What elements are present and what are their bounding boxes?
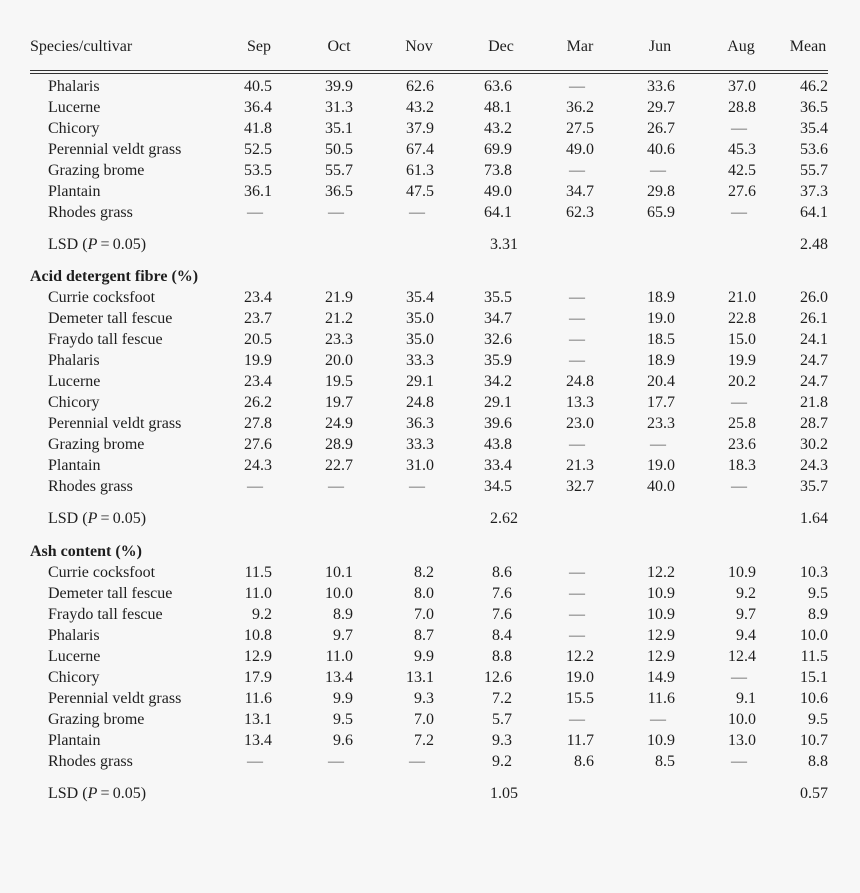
cell-mar: 21.3 bbox=[566, 457, 594, 474]
cell-empty: — bbox=[409, 478, 425, 495]
lsd-label-part: P bbox=[87, 510, 98, 527]
cell-mar: 49.0 bbox=[566, 141, 594, 158]
cell-nov: 7.0 bbox=[414, 711, 434, 728]
cell-jun: 12.9 bbox=[647, 648, 675, 665]
cell-mean: 15.1 bbox=[800, 669, 828, 686]
cell-mar: 13.3 bbox=[566, 394, 594, 411]
cell-nov: 8.7 bbox=[414, 627, 434, 644]
cell-empty: — bbox=[569, 627, 585, 644]
cell-sep: 40.5 bbox=[244, 78, 272, 95]
cell-aug: 9.4 bbox=[736, 627, 756, 644]
cell-oct: 24.9 bbox=[325, 415, 353, 432]
cell-dec: 8.6 bbox=[492, 564, 512, 581]
cell-mar: 12.2 bbox=[566, 648, 594, 665]
cell-jun: 17.7 bbox=[647, 394, 675, 411]
cell-nov: 67.4 bbox=[406, 141, 434, 158]
cell-aug: 21.0 bbox=[728, 289, 756, 306]
cell-jun: 10.9 bbox=[647, 585, 675, 602]
cell-empty: — bbox=[409, 204, 425, 221]
cell-jun: 19.0 bbox=[647, 310, 675, 327]
cell-nov: 47.5 bbox=[406, 183, 434, 200]
row-label: Phalaris bbox=[48, 78, 100, 95]
cell-mean: 11.5 bbox=[800, 648, 828, 665]
cell-empty: — bbox=[247, 478, 263, 495]
cell-mar: 27.5 bbox=[566, 120, 594, 137]
cell-oct: 21.9 bbox=[325, 289, 353, 306]
cell-jun: 26.7 bbox=[647, 120, 675, 137]
cell-mean: 10.0 bbox=[800, 627, 828, 644]
row-label: Perennial veldt grass bbox=[48, 415, 182, 432]
cell-empty: — bbox=[731, 120, 747, 137]
cell-mean: 37.3 bbox=[800, 183, 828, 200]
cell-sep: 19.9 bbox=[244, 352, 272, 369]
cell-nov: 8.0 bbox=[414, 585, 434, 602]
lsd-mean-value: 0.57 bbox=[800, 785, 828, 802]
lsd-label-part: LSD ( bbox=[48, 510, 88, 527]
cell-dec: 33.4 bbox=[484, 457, 512, 474]
cell-sep: 52.5 bbox=[244, 141, 272, 158]
cell-empty: — bbox=[569, 564, 585, 581]
lsd-dec-value: 1.05 bbox=[490, 785, 518, 802]
cell-mean: 28.7 bbox=[800, 415, 828, 432]
row-label: Fraydo tall fescue bbox=[48, 331, 163, 348]
cell-oct: 19.7 bbox=[325, 394, 353, 411]
row-label: Rhodes grass bbox=[48, 478, 133, 495]
cell-nov: 43.2 bbox=[406, 99, 434, 116]
cell-mar: 24.8 bbox=[566, 373, 594, 390]
cell-mar: 15.5 bbox=[566, 690, 594, 707]
cell-empty: — bbox=[409, 753, 425, 770]
cell-oct: 39.9 bbox=[325, 78, 353, 95]
cell-mar: 23.0 bbox=[566, 415, 594, 432]
cell-dec: 34.5 bbox=[484, 478, 512, 495]
row-label: Rhodes grass bbox=[48, 204, 133, 221]
column-header-aug: Aug bbox=[727, 38, 755, 55]
cell-aug: 9.1 bbox=[736, 690, 756, 707]
row-label: Plantain bbox=[48, 732, 101, 749]
column-header-mean: Mean bbox=[789, 38, 827, 55]
row-label: Lucerne bbox=[48, 648, 101, 665]
cell-sep: 24.3 bbox=[244, 457, 272, 474]
cell-aug: 45.3 bbox=[728, 141, 756, 158]
column-header-jun: Jun bbox=[648, 38, 672, 55]
cell-jun: 33.6 bbox=[647, 78, 675, 95]
cell-mean: 64.1 bbox=[800, 204, 828, 221]
header-divider bbox=[30, 73, 828, 74]
cell-empty: — bbox=[569, 436, 585, 453]
row-label: Grazing brome bbox=[48, 711, 145, 728]
cell-sep: 23.7 bbox=[244, 310, 272, 327]
row-label: Demeter tall fescue bbox=[48, 585, 173, 602]
cell-mean: 53.6 bbox=[800, 141, 828, 158]
column-header-nov: Nov bbox=[405, 38, 433, 55]
row-label: Chicory bbox=[48, 394, 100, 411]
cell-nov: 35.4 bbox=[406, 289, 434, 306]
cell-sep: 10.8 bbox=[244, 627, 272, 644]
lsd-label-part: P bbox=[87, 785, 98, 802]
row-label: Chicory bbox=[48, 669, 100, 686]
cell-dec: 69.9 bbox=[484, 141, 512, 158]
cell-mar: 19.0 bbox=[566, 669, 594, 686]
cell-oct: 9.5 bbox=[333, 711, 353, 728]
cell-nov: 24.8 bbox=[406, 394, 434, 411]
cell-nov: 61.3 bbox=[406, 162, 434, 179]
cell-mar: 32.7 bbox=[566, 478, 594, 495]
cell-jun: 10.9 bbox=[647, 732, 675, 749]
row-label: Fraydo tall fescue bbox=[48, 606, 163, 623]
cell-aug: 42.5 bbox=[728, 162, 756, 179]
cell-empty: — bbox=[569, 310, 585, 327]
cell-oct: 21.2 bbox=[325, 310, 353, 327]
cell-aug: 9.2 bbox=[736, 585, 756, 602]
cell-sep: 23.4 bbox=[244, 289, 272, 306]
cell-mean: 30.2 bbox=[800, 436, 828, 453]
cell-oct: 10.1 bbox=[325, 564, 353, 581]
cell-dec: 8.8 bbox=[492, 648, 512, 665]
cell-dec: 32.6 bbox=[484, 331, 512, 348]
row-label: Lucerne bbox=[48, 99, 101, 116]
cell-jun: 18.9 bbox=[647, 352, 675, 369]
cell-oct: 8.9 bbox=[333, 606, 353, 623]
section-title: Ash content (%) bbox=[30, 543, 142, 560]
cell-aug: 20.2 bbox=[728, 373, 756, 390]
cell-dec: 49.0 bbox=[484, 183, 512, 200]
lsd-label bbox=[48, 510, 146, 528]
cell-oct: 55.7 bbox=[325, 162, 353, 179]
cell-nov: 33.3 bbox=[406, 352, 434, 369]
cell-empty: — bbox=[569, 331, 585, 348]
cell-oct: 22.7 bbox=[325, 457, 353, 474]
row-label: Plantain bbox=[48, 457, 101, 474]
column-header-dec: Dec bbox=[488, 38, 514, 55]
row-label: Currie cocksfoot bbox=[48, 289, 156, 306]
cell-nov: 62.6 bbox=[406, 78, 434, 95]
cell-aug: 37.0 bbox=[728, 78, 756, 95]
cell-jun: 40.0 bbox=[647, 478, 675, 495]
lsd-label-part: P bbox=[87, 236, 98, 253]
cell-empty: — bbox=[731, 753, 747, 770]
cell-oct: 19.5 bbox=[325, 373, 353, 390]
cell-sep: 13.4 bbox=[244, 732, 272, 749]
cell-nov: 8.2 bbox=[414, 564, 434, 581]
cell-nov: 9.9 bbox=[414, 648, 434, 665]
cell-dec: 7.2 bbox=[492, 690, 512, 707]
cell-oct: 35.1 bbox=[325, 120, 353, 137]
cell-sep: 11.6 bbox=[244, 690, 272, 707]
cell-dec: 43.2 bbox=[484, 120, 512, 137]
cell-aug: 27.6 bbox=[728, 183, 756, 200]
row-label: Phalaris bbox=[48, 352, 100, 369]
cell-aug: 18.3 bbox=[728, 457, 756, 474]
cell-aug: 22.8 bbox=[728, 310, 756, 327]
cell-mar: 8.6 bbox=[574, 753, 594, 770]
cell-jun: 29.7 bbox=[647, 99, 675, 116]
cell-jun: 11.6 bbox=[647, 690, 675, 707]
column-header-mar: Mar bbox=[566, 38, 594, 55]
cell-mean: 55.7 bbox=[800, 162, 828, 179]
cell-aug: 19.9 bbox=[728, 352, 756, 369]
cell-dec: 7.6 bbox=[492, 585, 512, 602]
cell-sep: 11.0 bbox=[244, 585, 272, 602]
cell-oct: 50.5 bbox=[325, 141, 353, 158]
cell-empty: — bbox=[328, 478, 344, 495]
cell-empty: — bbox=[569, 711, 585, 728]
cell-empty: — bbox=[731, 394, 747, 411]
cell-jun: 23.3 bbox=[647, 415, 675, 432]
row-label: Grazing brome bbox=[48, 436, 145, 453]
cell-jun: 12.2 bbox=[647, 564, 675, 581]
cell-empty: — bbox=[569, 78, 585, 95]
lsd-dec-value: 3.31 bbox=[490, 236, 518, 253]
cell-empty: — bbox=[569, 162, 585, 179]
cell-sep: 27.8 bbox=[244, 415, 272, 432]
cell-jun: 65.9 bbox=[647, 204, 675, 221]
cell-mean: 24.1 bbox=[800, 331, 828, 348]
cell-empty: — bbox=[650, 436, 666, 453]
cell-nov: 37.9 bbox=[406, 120, 434, 137]
cell-mar: 11.7 bbox=[566, 732, 594, 749]
cell-empty: — bbox=[328, 204, 344, 221]
row-label: Grazing brome bbox=[48, 162, 145, 179]
column-header-sep: Sep bbox=[247, 38, 271, 55]
cell-jun: 14.9 bbox=[647, 669, 675, 686]
cell-jun: 18.9 bbox=[647, 289, 675, 306]
cell-empty: — bbox=[569, 289, 585, 306]
cell-sep: 13.1 bbox=[244, 711, 272, 728]
cell-oct: 9.6 bbox=[333, 732, 353, 749]
cell-sep: 36.4 bbox=[244, 99, 272, 116]
cell-nov: 35.0 bbox=[406, 310, 434, 327]
cell-mean: 26.0 bbox=[800, 289, 828, 306]
cell-mean: 35.4 bbox=[800, 120, 828, 137]
cell-dec: 5.7 bbox=[492, 711, 512, 728]
header-species-cultivar: Species/cultivar bbox=[30, 38, 133, 55]
cell-jun: 40.6 bbox=[647, 141, 675, 158]
cell-dec: 12.6 bbox=[484, 669, 512, 686]
cell-sep: 9.2 bbox=[252, 606, 272, 623]
cell-jun: 10.9 bbox=[647, 606, 675, 623]
cell-aug: 15.0 bbox=[728, 331, 756, 348]
cell-nov: 7.0 bbox=[414, 606, 434, 623]
cell-dec: 9.3 bbox=[492, 732, 512, 749]
cell-mar: 36.2 bbox=[566, 99, 594, 116]
cell-aug: 12.4 bbox=[728, 648, 756, 665]
lsd-label-part: LSD ( bbox=[48, 236, 88, 253]
cell-sep: 41.8 bbox=[244, 120, 272, 137]
lsd-mean-value: 2.48 bbox=[800, 236, 828, 253]
cell-dec: 29.1 bbox=[484, 394, 512, 411]
cell-mean: 9.5 bbox=[808, 711, 828, 728]
cell-empty: — bbox=[731, 478, 747, 495]
cell-sep: 23.4 bbox=[244, 373, 272, 390]
cell-empty: — bbox=[650, 162, 666, 179]
cell-empty: — bbox=[731, 204, 747, 221]
cell-oct: 11.0 bbox=[325, 648, 353, 665]
lsd-dec-value: 2.62 bbox=[490, 510, 518, 527]
cell-sep: 36.1 bbox=[244, 183, 272, 200]
cell-nov: 35.0 bbox=[406, 331, 434, 348]
row-label: Perennial veldt grass bbox=[48, 690, 182, 707]
cell-mean: 9.5 bbox=[808, 585, 828, 602]
lsd-label-part: = 0.05) bbox=[97, 236, 147, 253]
cell-mean: 10.7 bbox=[800, 732, 828, 749]
cell-nov: 36.3 bbox=[406, 415, 434, 432]
cell-aug: 28.8 bbox=[728, 99, 756, 116]
cell-oct: 36.5 bbox=[325, 183, 353, 200]
cell-empty: — bbox=[569, 352, 585, 369]
cell-mean: 36.5 bbox=[800, 99, 828, 116]
column-header-oct: Oct bbox=[327, 38, 351, 55]
cell-mean: 24.7 bbox=[800, 352, 828, 369]
cell-oct: 13.4 bbox=[325, 669, 353, 686]
section-title: Acid detergent fibre (%) bbox=[30, 268, 199, 285]
cell-jun: 19.0 bbox=[647, 457, 675, 474]
lsd-label-part: LSD ( bbox=[48, 785, 88, 802]
cell-sep: 20.5 bbox=[244, 331, 272, 348]
cell-dec: 35.5 bbox=[484, 289, 512, 306]
cell-nov: 9.3 bbox=[414, 690, 434, 707]
row-label: Chicory bbox=[48, 120, 100, 137]
cell-jun: 12.9 bbox=[647, 627, 675, 644]
lsd-label bbox=[48, 236, 146, 254]
lsd-label bbox=[48, 785, 146, 803]
cell-oct: 20.0 bbox=[325, 352, 353, 369]
cell-aug: 25.8 bbox=[728, 415, 756, 432]
row-label: Phalaris bbox=[48, 627, 100, 644]
cell-oct: 23.3 bbox=[325, 331, 353, 348]
cell-jun: 29.8 bbox=[647, 183, 675, 200]
row-label: Rhodes grass bbox=[48, 753, 133, 770]
cell-empty: — bbox=[247, 204, 263, 221]
cell-mean: 10.6 bbox=[800, 690, 828, 707]
cell-nov: 13.1 bbox=[406, 669, 434, 686]
cell-mar: 34.7 bbox=[566, 183, 594, 200]
cell-dec: 64.1 bbox=[484, 204, 512, 221]
cell-dec: 39.6 bbox=[484, 415, 512, 432]
cell-jun: 18.5 bbox=[647, 331, 675, 348]
cell-mean: 8.9 bbox=[808, 606, 828, 623]
cell-mean: 24.7 bbox=[800, 373, 828, 390]
cell-oct: 31.3 bbox=[325, 99, 353, 116]
cell-mean: 21.8 bbox=[800, 394, 828, 411]
cell-dec: 73.8 bbox=[484, 162, 512, 179]
cell-sep: 53.5 bbox=[244, 162, 272, 179]
cell-sep: 26.2 bbox=[244, 394, 272, 411]
cell-aug: 10.9 bbox=[728, 564, 756, 581]
cell-mean: 26.1 bbox=[800, 310, 828, 327]
row-label: Demeter tall fescue bbox=[48, 310, 173, 327]
cell-sep: 12.9 bbox=[244, 648, 272, 665]
cell-oct: 9.7 bbox=[333, 627, 353, 644]
cell-sep: 11.5 bbox=[244, 564, 272, 581]
cell-jun: 20.4 bbox=[647, 373, 675, 390]
cell-oct: 10.0 bbox=[325, 585, 353, 602]
row-label: Perennial veldt grass bbox=[48, 141, 182, 158]
cell-sep: 27.6 bbox=[244, 436, 272, 453]
row-label: Plantain bbox=[48, 183, 101, 200]
cell-dec: 8.4 bbox=[492, 627, 512, 644]
cell-empty: — bbox=[247, 753, 263, 770]
cell-dec: 7.6 bbox=[492, 606, 512, 623]
cell-aug: 23.6 bbox=[728, 436, 756, 453]
cell-dec: 34.2 bbox=[484, 373, 512, 390]
cell-mar: 62.3 bbox=[566, 204, 594, 221]
cell-mean: 8.8 bbox=[808, 753, 828, 770]
cell-jun: 8.5 bbox=[655, 753, 675, 770]
cell-empty: — bbox=[731, 669, 747, 686]
cell-dec: 9.2 bbox=[492, 753, 512, 770]
cell-dec: 48.1 bbox=[484, 99, 512, 116]
cell-nov: 29.1 bbox=[406, 373, 434, 390]
cell-aug: 10.0 bbox=[728, 711, 756, 728]
lsd-label-part: = 0.05) bbox=[97, 785, 147, 802]
cell-dec: 43.8 bbox=[484, 436, 512, 453]
cell-aug: 9.7 bbox=[736, 606, 756, 623]
lsd-label-part: = 0.05) bbox=[97, 510, 147, 527]
cell-dec: 63.6 bbox=[484, 78, 512, 95]
cell-dec: 34.7 bbox=[484, 310, 512, 327]
cell-sep: 17.9 bbox=[244, 669, 272, 686]
row-label: Lucerne bbox=[48, 373, 101, 390]
header-divider bbox=[30, 70, 828, 71]
lsd-mean-value: 1.64 bbox=[800, 510, 828, 527]
cell-mean: 35.7 bbox=[800, 478, 828, 495]
cell-aug: 13.0 bbox=[728, 732, 756, 749]
cell-nov: 33.3 bbox=[406, 436, 434, 453]
cell-dec: 35.9 bbox=[484, 352, 512, 369]
cell-mean: 46.2 bbox=[800, 78, 828, 95]
cell-mean: 10.3 bbox=[800, 564, 828, 581]
cell-empty: — bbox=[328, 753, 344, 770]
cell-mean: 24.3 bbox=[800, 457, 828, 474]
cell-empty: — bbox=[650, 711, 666, 728]
cell-oct: 9.9 bbox=[333, 690, 353, 707]
cell-nov: 7.2 bbox=[414, 732, 434, 749]
cell-empty: — bbox=[569, 585, 585, 602]
cell-nov: 31.0 bbox=[406, 457, 434, 474]
cell-oct: 28.9 bbox=[325, 436, 353, 453]
cell-empty: — bbox=[569, 606, 585, 623]
row-label: Currie cocksfoot bbox=[48, 564, 156, 581]
